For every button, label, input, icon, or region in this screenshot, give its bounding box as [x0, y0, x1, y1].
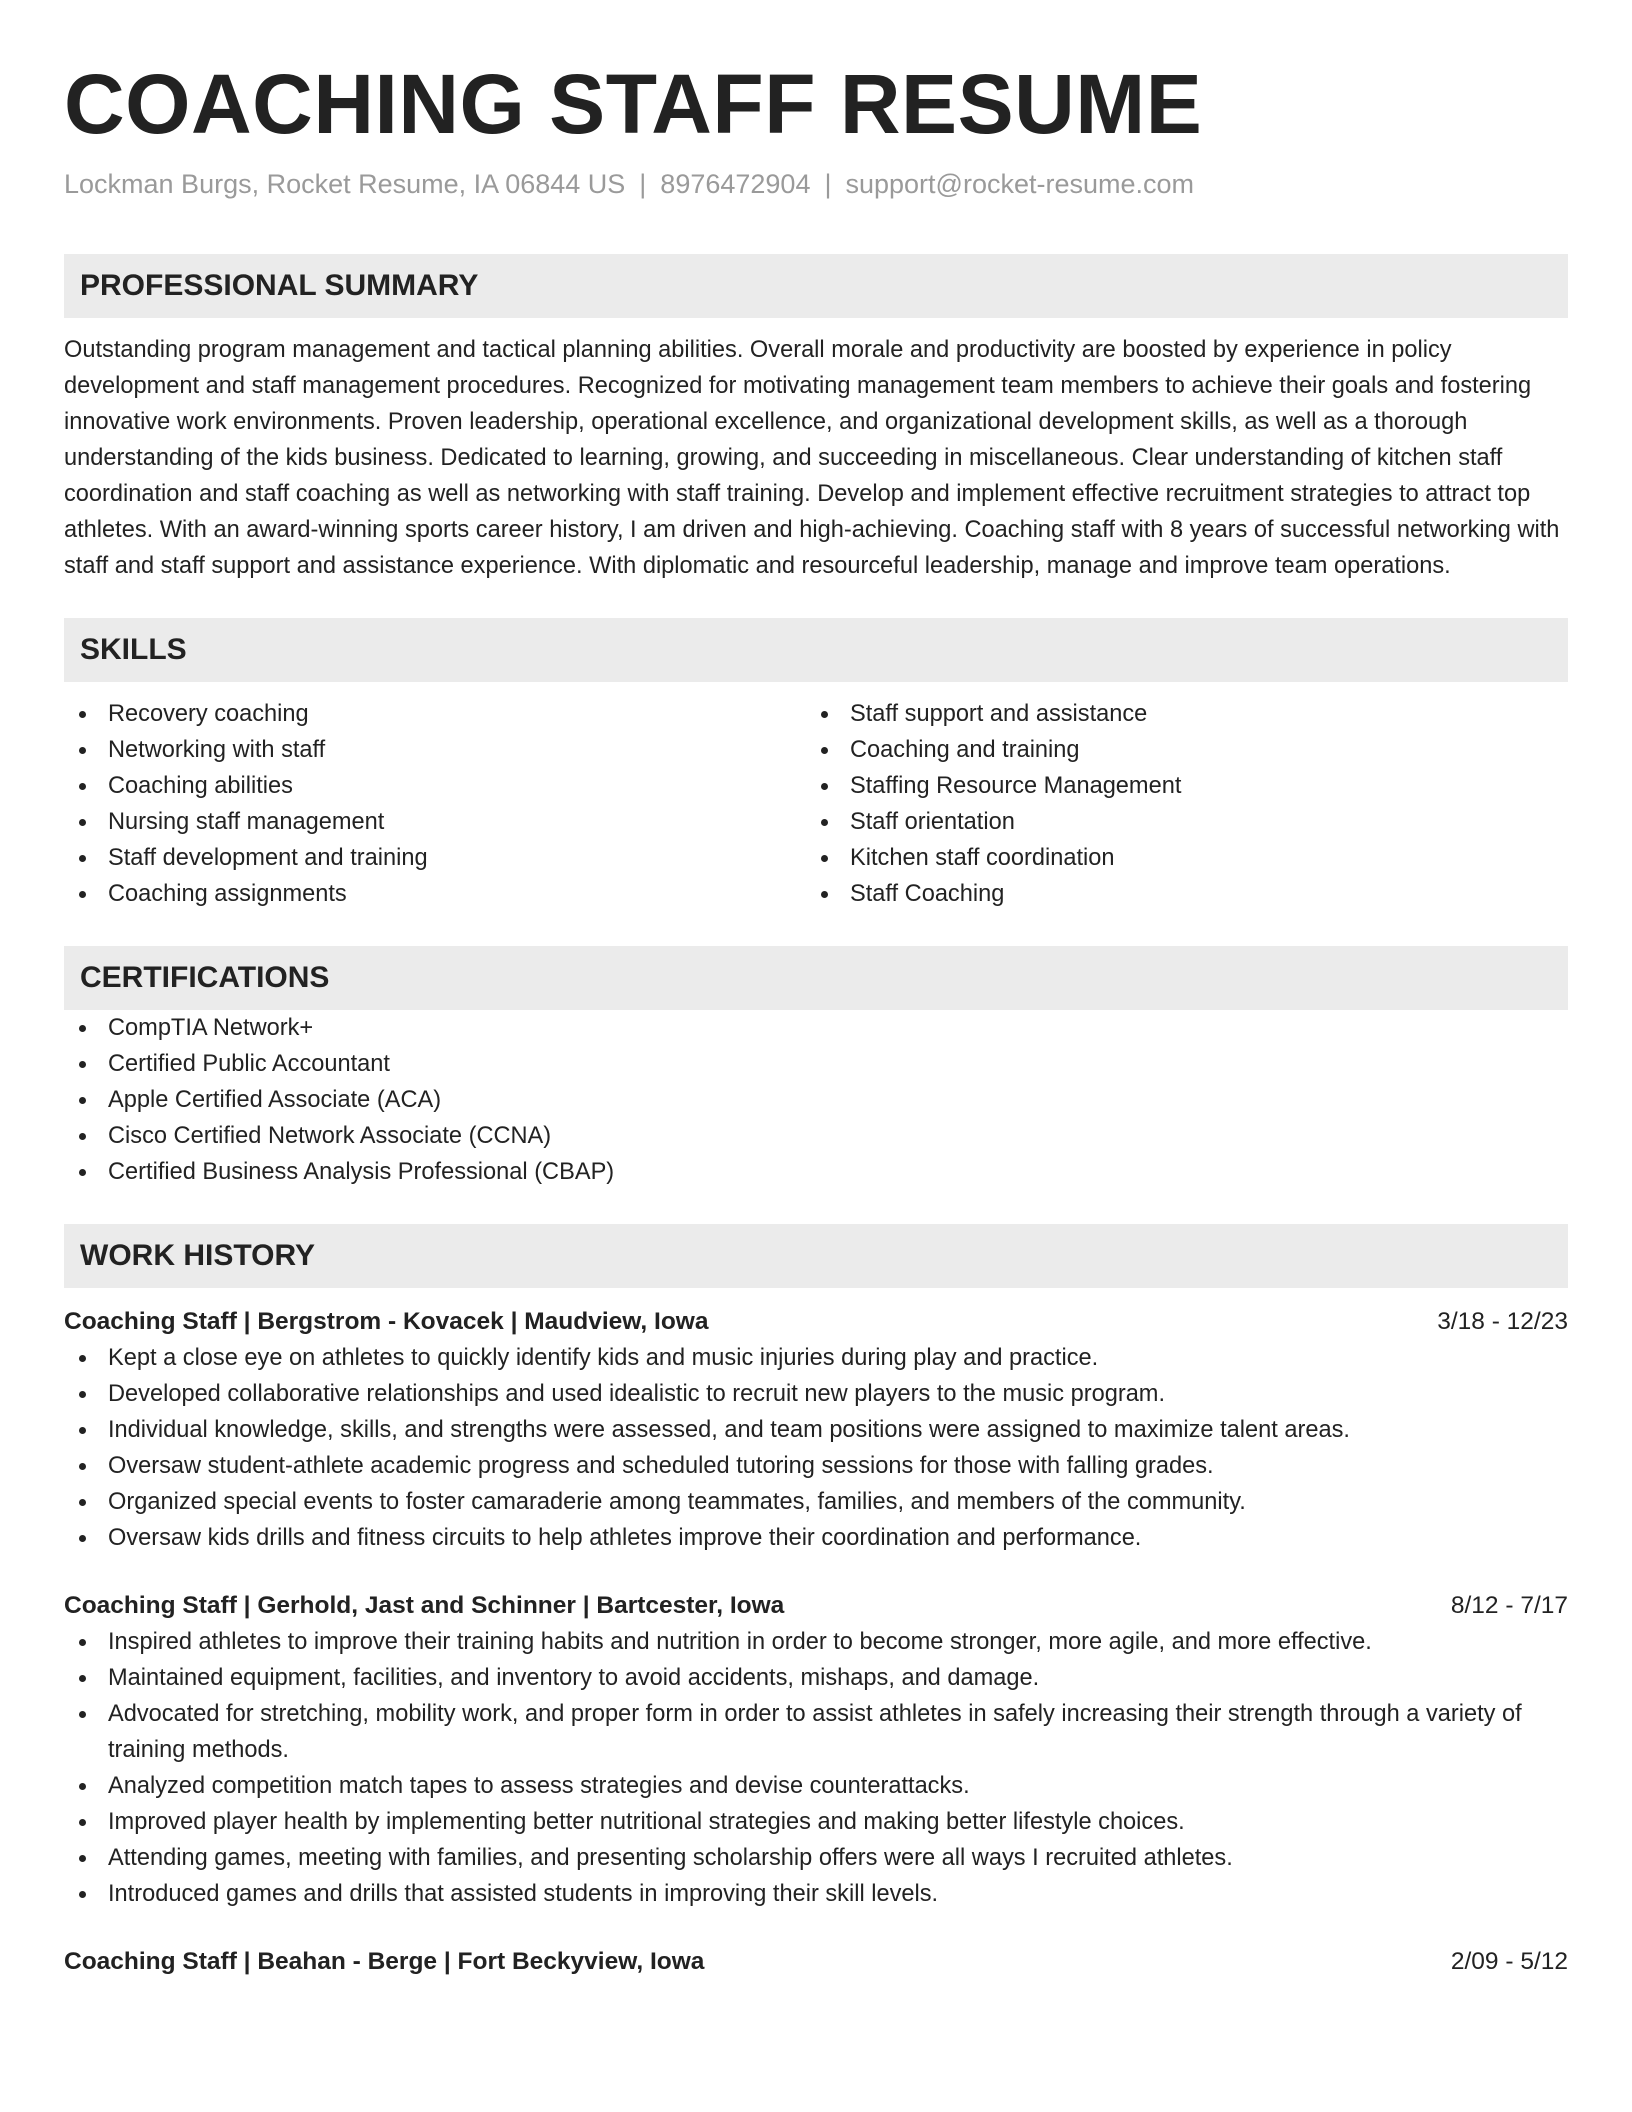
skill-item: Nursing staff management — [64, 804, 806, 840]
skills-list-left — [64, 696, 806, 912]
job-bullet: Inspired athletes to improve their training habits and nutrition in order to become stronger, more agile, and more effective. — [64, 1624, 1568, 1660]
certification-item: Certified Business Analysis Professional (CBAP) — [64, 1154, 1568, 1190]
page-title: COACHING STAFF RESUME — [64, 57, 1203, 151]
job-bullet: Kept a close eye on athletes to quickly identify kids and music injuries during play and practice. — [64, 1340, 1568, 1376]
job-bullet: Maintained equipment, facilities, and inventory to avoid accidents, mishaps, and damage. — [64, 1660, 1568, 1696]
contact-separator: | — [639, 169, 647, 199]
job-bullet: Improved player health by implementing better nutritional strategies and making better lifestyle choices. — [64, 1804, 1568, 1840]
skill-item: Staff Coaching — [806, 876, 1548, 912]
job-bullet: Advocated for stretching, mobility work, and proper form in order to assist athletes in safely increasing their strength through a variety of training methods. — [64, 1696, 1568, 1768]
job-bullet: Oversaw student-athlete academic progress and scheduled tutoring sessions for those with falling grades. — [64, 1448, 1568, 1484]
job-bullet: Analyzed competition match tapes to assess strategies and devise counterattacks. — [64, 1768, 1568, 1804]
resume-page — [64, 0, 1568, 1980]
job-bullet-list — [64, 1624, 1568, 1912]
job-title: Coaching Staff | Bergstrom - Kovacek | Maudview, Iowa — [64, 1308, 709, 1335]
job-header — [64, 1944, 1568, 1980]
job-title: Coaching Staff | Beahan - Berge | Fort Beckyview, Iowa — [64, 1948, 705, 1975]
contact-phone: 8976472904 — [660, 169, 811, 199]
job-bullet: Introduced games and drills that assisted students in improving their skill levels. — [64, 1876, 1568, 1912]
section-header-certifications: CERTIFICATIONS — [64, 946, 1568, 1010]
certification-item: Certified Public Accountant — [64, 1046, 1568, 1082]
skills-grid — [64, 696, 1568, 912]
skills-column-right — [806, 696, 1548, 912]
job-dates: 2/09 - 5/12 — [1450, 1948, 1568, 1975]
certification-item: CompTIA Network+ — [64, 1010, 1568, 1046]
job-bullet: Attending games, meeting with families, and presenting scholarship offers were all ways I recruited athletes. — [64, 1840, 1568, 1876]
job-bullet-list — [64, 1340, 1568, 1556]
job-bullet: Organized special events to foster camaraderie among teammates, families, and members of the community. — [64, 1484, 1568, 1520]
job-header — [64, 1588, 1568, 1624]
contact-email: support@rocket-resume.com — [845, 169, 1195, 199]
section-header-work-history: WORK HISTORY — [64, 1224, 1568, 1288]
job-entry — [64, 1304, 1568, 1556]
skill-item: Coaching and training — [806, 732, 1548, 768]
section-header-skills: SKILLS — [64, 618, 1568, 682]
job-bullet: Individual knowledge, skills, and strengths were assessed, and team positions were assigned to maximize talent areas. — [64, 1412, 1568, 1448]
skill-item: Coaching abilities — [64, 768, 806, 804]
section-header-summary: PROFESSIONAL SUMMARY — [64, 254, 1568, 318]
skill-item: Staff orientation — [806, 804, 1548, 840]
job-dates: 8/12 - 7/17 — [1450, 1592, 1568, 1619]
summary-text: Outstanding program management and tactical planning abilities. Overall morale and productivity are boosted by experience in policy development and staff management procedures. Recognized for motivating management team members to achieve their goals and fostering innovative work environments. Proven leadership, operational excellence, and organizational development skills, as well as a thorough understanding of the kids business. Dedicated to learning, growing, and succeeding in miscellaneous. Clear understanding of kitchen staff coordination and staff coaching as well as networking with staff training. Develop and implement effective recruitment strategies to attract top athletes. With an award-winning sports career history, I am driven and high-achieving. Coaching staff with 8 years of successful networking with staff and staff support and assistance experience. With diplomatic and resourceful leadership, manage and improve team operations. — [64, 337, 1560, 579]
contact-address: Lockman Burgs, Rocket Resume, IA 06844 US — [64, 169, 626, 199]
skills-list-right — [806, 696, 1548, 912]
skills-column-left — [64, 696, 806, 912]
skill-item: Staffing Resource Management — [806, 768, 1548, 804]
certification-item: Apple Certified Associate (ACA) — [64, 1082, 1568, 1118]
job-header — [64, 1304, 1568, 1340]
skill-item: Networking with staff — [64, 732, 806, 768]
skill-item: Staff support and assistance — [806, 696, 1548, 732]
skill-item: Staff development and training — [64, 840, 806, 876]
certifications-list — [64, 1010, 1568, 1190]
certification-item: Cisco Certified Network Associate (CCNA) — [64, 1118, 1568, 1154]
contact-line — [64, 166, 1568, 202]
job-entry — [64, 1944, 1568, 1980]
job-entry — [64, 1588, 1568, 1912]
job-bullet: Oversaw kids drills and fitness circuits to help athletes improve their coordination and performance. — [64, 1520, 1568, 1556]
skill-item: Coaching assignments — [64, 876, 806, 912]
job-bullet: Developed collaborative relationships and used idealistic to recruit new players to the music program. — [64, 1376, 1568, 1412]
skill-item: Kitchen staff coordination — [806, 840, 1548, 876]
contact-separator: | — [824, 169, 832, 199]
skill-item: Recovery coaching — [64, 696, 806, 732]
job-dates: 3/18 - 12/23 — [1437, 1308, 1568, 1335]
job-title: Coaching Staff | Gerhold, Jast and Schinner | Bartcester, Iowa — [64, 1592, 785, 1619]
